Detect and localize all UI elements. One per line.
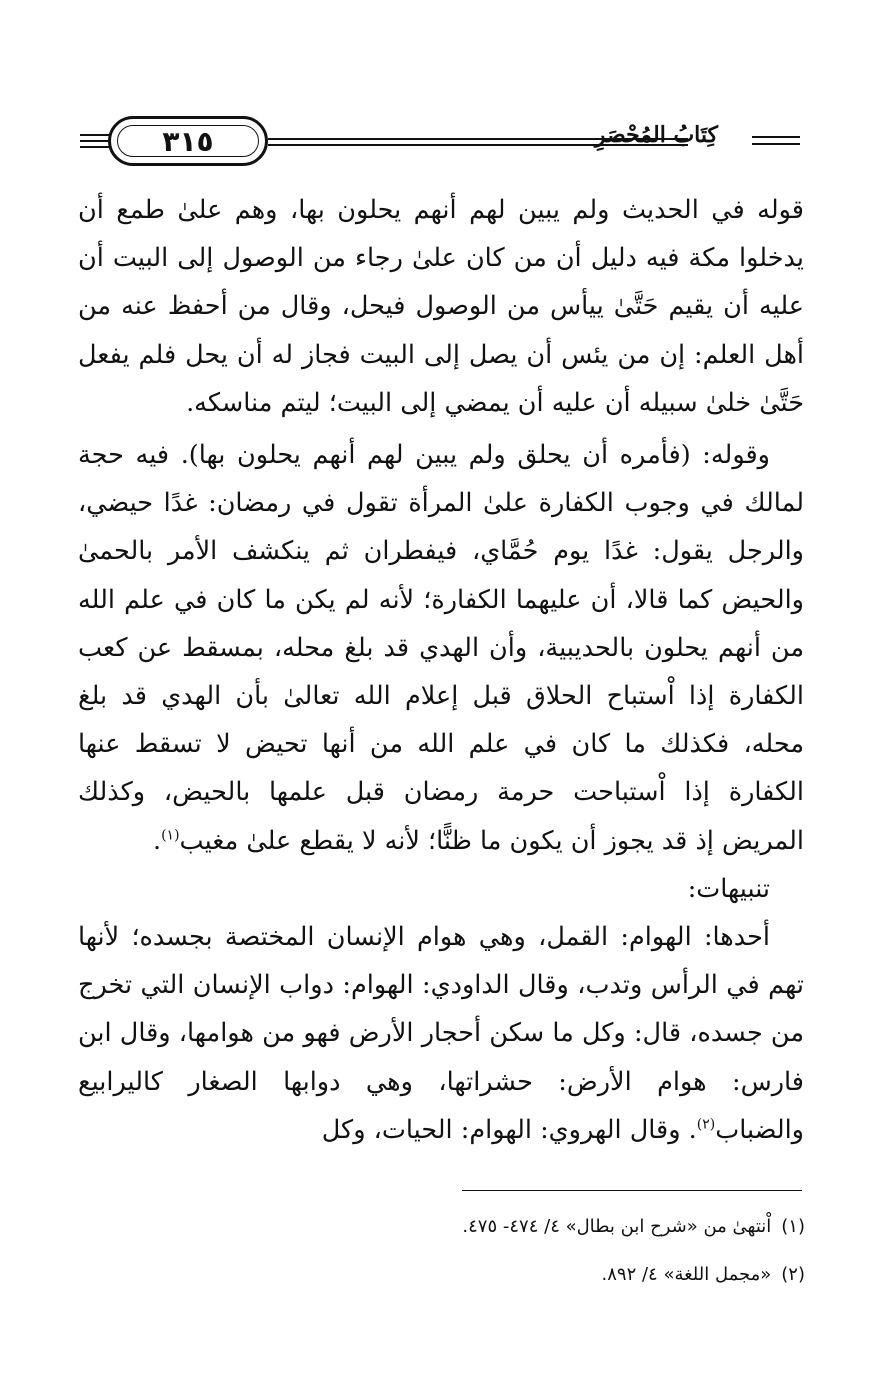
page-header bbox=[80, 108, 800, 174]
header-rule-right-top bbox=[752, 136, 800, 138]
header-rule-right-bottom bbox=[752, 143, 800, 145]
header-rule-left-bottom bbox=[80, 146, 110, 148]
footnote-1 bbox=[205, 1203, 805, 1251]
paragraph-1: قوله في الحديث ولم يبين لهم أنهم يحلون بها، وهم علىٰ طمع أن يدخلوا مكة فيه دليل أن من كان علىٰ رجاء من الوصول إلى البيت أن عليه أن يقيم حَتَّىٰ ييأس من الوصول فيحل، وقال من أحفظ عنه من أهل العلم: إن من يئس أن يصل إلى البيت فجاز له أن يحل فلم يفعل حَتَّىٰ خلىٰ سبيله أن عليه أن يمضي إلى البيت؛ ليتم مناسكه. bbox=[78, 195, 804, 418]
paragraph-3-end: . وقال الهروي: الهوام: الحيات، وكل bbox=[321, 1114, 697, 1145]
paragraph-2-text: وقوله: (فأمره أن يحلق ولم يبين لهم أنهم يحلون بها). فيه حجة لمالك في وجوب الكفارة علىٰ المرأة تقول في رمضان: غدًا حيضي، والرجل يقول: غدًا يوم حُمَّاي، فيفطران ثم ينكشف الأمر بالحمىٰ والحيض كما قالا، أن عليهما الكفارة؛ لأنه لم يكن ما كان في علم الله من أنهم يحلون بالحديبية، وأن الهدي قد بلغ محله، بمسقط عن كعب الكفارة إذا اْستباح الحلاق قبل إعلام الله تعالىٰ بأن الهدي قد بلغ محله، فكذلك ما كان في علم الله من أنها تحيض لا تسقط عنها الكفارة إذا اْستباحت حرمة رمضان قبل علمها بالحيض، وكذلك المريض إذ قد يجوز أن يكون ما ظنًّا؛ لأنه لا يقطع علىٰ مغيب bbox=[78, 440, 804, 856]
paragraph-3-text: أحدها: الهوام: القمل، وهي هوام الإنسان المختصة بجسده؛ لأنها تهم في الرأس وتدب، وقال الداودي: الهوام: دواب الإنسان التي تخرج من جسده، قال: وكل ما سكن أحجار الأرض فهو من هوامها، وقال ابن فارس: هوام الأرض: حشراتها، وهي دوابها الصغار كاليرابيع والضباب bbox=[78, 922, 804, 1145]
paragraph-2 bbox=[78, 431, 804, 865]
section-heading: تنبيهات: bbox=[687, 873, 770, 904]
footnote-text: «مجمل اللغة» ٤/ ٨٩٢. bbox=[601, 1264, 772, 1285]
paragraph-2-end: . bbox=[152, 825, 162, 856]
page-number-frame bbox=[108, 116, 268, 166]
footnote-2 bbox=[205, 1251, 805, 1299]
footnote-ref-1: (١) bbox=[161, 827, 180, 844]
paragraph-3 bbox=[78, 913, 804, 1154]
footnotes bbox=[205, 1203, 805, 1299]
footnote-number: (١) bbox=[781, 1216, 805, 1237]
main-text bbox=[78, 186, 804, 1154]
header-rule-left-top bbox=[80, 134, 110, 136]
header-rule-left-mid bbox=[80, 140, 110, 142]
book-title: كِتَابُ المُحْصَرِ bbox=[594, 122, 718, 148]
page-number: ٣١٥ bbox=[162, 124, 214, 158]
footnote-number: (٢) bbox=[781, 1264, 805, 1285]
footnote-ref-2: (٢) bbox=[696, 1116, 716, 1133]
footnote-separator bbox=[462, 1190, 802, 1191]
footnote-text: اْنتهىٰ من «شرح ابن بطال» ٤/ ٤٧٤- ٤٧٥. bbox=[462, 1216, 772, 1237]
